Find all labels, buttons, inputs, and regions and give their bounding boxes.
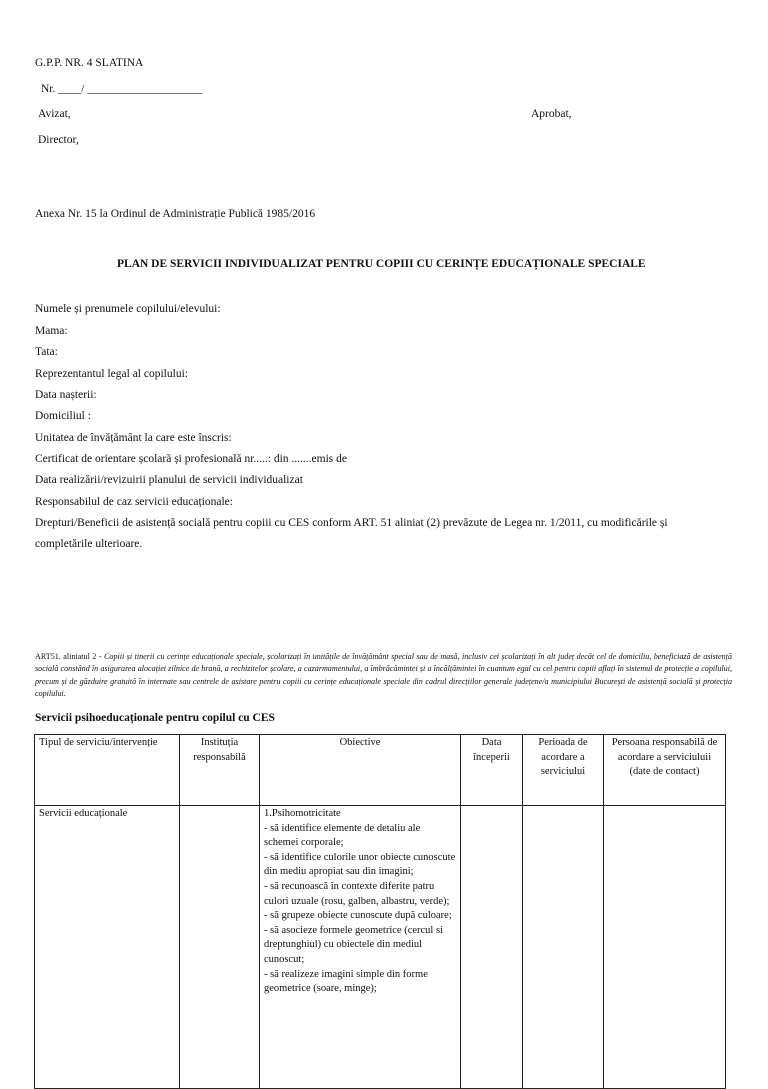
objective-item: 1.Psihomotricitate <box>264 808 341 819</box>
objective-item: - să grupeze obiecte cunoscute după culoare; <box>264 910 452 922</box>
field-school-unit: Unitatea de învățământ la care este înscris: <box>35 432 232 444</box>
institution-name: G.P.P. NR. 4 SLATINA <box>35 57 144 69</box>
table-row <box>35 806 726 1089</box>
law-footnote <box>35 651 732 701</box>
field-father: Tata: <box>35 346 58 358</box>
field-plan-date: Data realizării/revizuirii planului de servicii individualizat <box>35 474 303 486</box>
field-domicile: Domiciliul : <box>35 410 91 422</box>
annex-reference: Anexa Nr. 15 la Ordinul de Administrație Publică 1985/2016 <box>35 208 316 220</box>
footnote-text: Copiii și tinerii cu cerințe educaționale speciale, școlarizați în unitățile de învățământ special sau de masă, inclusiv cei școlarizați în alt județ decât cel de domiciliu, beneficiază de asistență socială constând în asigurarea alocației zilnice de hrană, a rechizitelor școlare, a cazarmamentului, a îmbrăcămintei și a încălțămintei în cuantum egal cu cel pentru copiii aflați în sistemul de protecție a copilului, precum și de găzduire gratuită în internate sau centrele de asistare pentru copiii cu cerințe educaționale speciale din cadrul direcțiilor generale județene/a municipiului București de asistență socială și protecția copilului. <box>35 652 732 699</box>
section-title: Servicii psihoeducaționale pentru copilul cu CES <box>35 712 275 724</box>
cell-objectives <box>260 806 461 1089</box>
aprobat-label: Aprobat, <box>531 108 572 120</box>
header-objectives: Obiective <box>260 735 461 806</box>
registration-number-line: Nr. ____/ ____________________ <box>41 83 203 95</box>
header-institution: Instituția responsabilă <box>180 735 260 806</box>
cell-period <box>523 806 604 1089</box>
cell-service-type: Servicii educaționale <box>35 806 180 1089</box>
footnote-reference: ART51. aliniatul 2 - <box>35 652 104 661</box>
table-header-row <box>35 735 726 806</box>
objective-item: - să identifice culorile unor obiecte cunoscute din mediu apropiat sau din imagini; <box>264 851 456 878</box>
header-start-date: Data începerii <box>461 735 523 806</box>
cell-start-date <box>461 806 523 1089</box>
field-birth-date: Data nașterii: <box>35 389 97 401</box>
objective-item: - să recunoască în contexte diferite patru culori uzuale (rosu, galben, albastru, verde); <box>264 880 450 907</box>
field-mother: Mama: <box>35 325 68 337</box>
field-child-name: Numele și prenumele copilului/elevului: <box>35 303 221 315</box>
services-table <box>34 734 726 1089</box>
cell-institution <box>180 806 260 1089</box>
cell-responsible-person <box>604 806 726 1089</box>
objective-item: - să identifice elemente de detaliu ale schemei corporale; <box>264 822 421 849</box>
field-case-manager: Responsabilul de caz servicii educaționale: <box>35 496 233 508</box>
header-responsible-person: Persoana responsabilă de acordare a serviciuluii (date de contact) <box>604 735 726 806</box>
objective-item: - să asocieze formele geometrice (cercul si dreptunghiul) cu obiectele din mediul cunoscut; <box>264 924 443 965</box>
field-legal-representative: Reprezentantul legal al copilului: <box>35 368 188 380</box>
objective-item: - să realizeze imagini simple din forme geometrice (soare, minge); <box>264 968 428 995</box>
avizat-label: Avizat, <box>38 108 71 120</box>
field-orientation-certificate: Certificat de orientare școlară și profesională nr.....: din .......emis de <box>35 453 347 465</box>
document-title: PLAN DE SERVICII INDIVIDUALIZAT PENTRU COPIII CU CERINȚE EDUCAȚIONALE SPECIALE <box>117 258 646 270</box>
field-social-benefits-cont: completările ulterioare. <box>35 538 143 550</box>
field-social-benefits: Drepturi/Beneficii de asistență socială pentru copiii cu CES conform ART. 51 aliniat (2) prevăzute de Legea nr. 1/2011, cu modificările și <box>35 517 668 529</box>
header-period: Perioada de acordare a serviciului <box>523 735 604 806</box>
header-service-type: Tipul de serviciu/intervenție <box>35 735 180 806</box>
director-label: Director, <box>38 134 79 146</box>
